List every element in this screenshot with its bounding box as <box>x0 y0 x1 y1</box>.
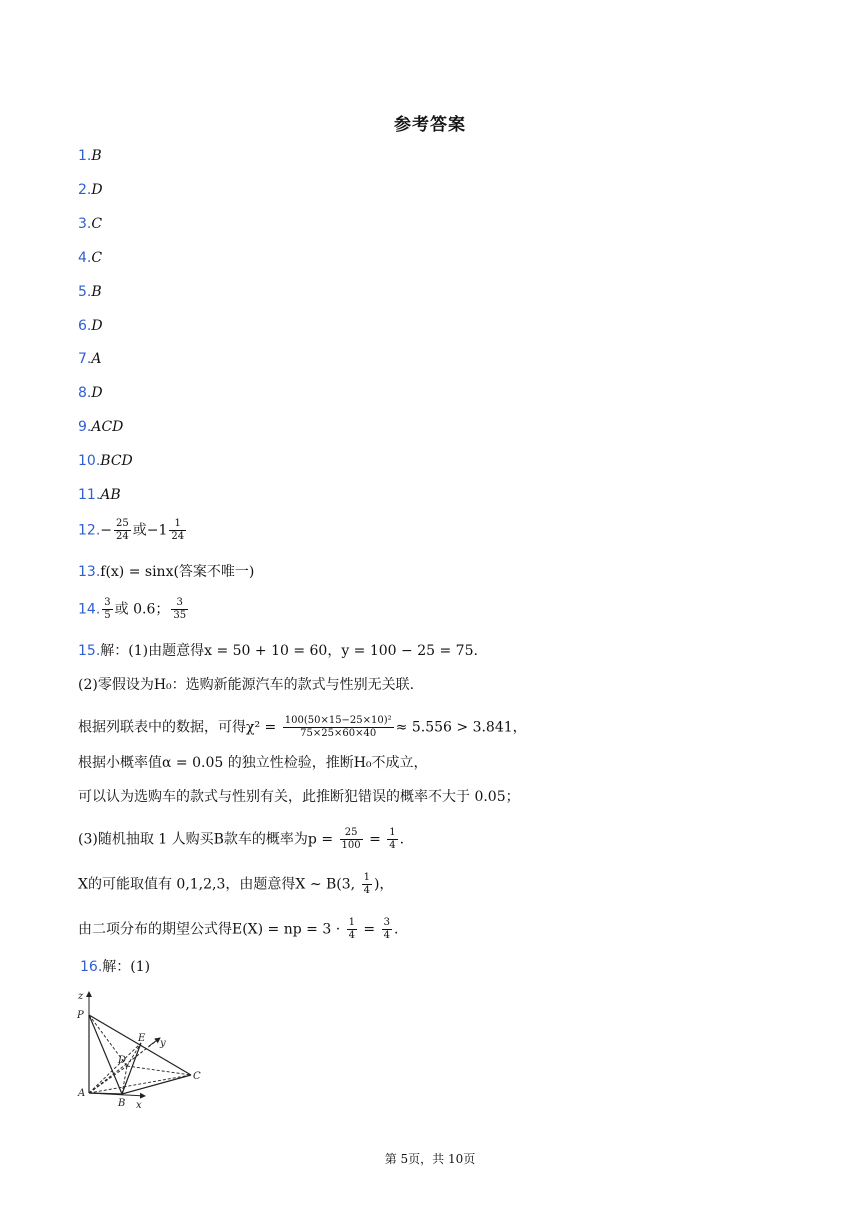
answer-6 <box>78 316 103 336</box>
numerator: 3 <box>104 597 111 608</box>
denominator: 24 <box>116 531 129 542</box>
question-number: 15. <box>78 643 101 659</box>
numerator: 1 <box>363 872 370 883</box>
answer-text: D <box>91 385 103 401</box>
fraction <box>169 518 186 543</box>
denominator: 5 <box>104 610 111 621</box>
answer-1 <box>78 146 102 166</box>
period: . <box>399 831 405 848</box>
answer-3 <box>78 214 102 234</box>
fraction <box>102 597 112 622</box>
answer-5 <box>78 282 102 302</box>
question-number: 6. <box>78 318 92 334</box>
question-number: 14. <box>78 601 101 618</box>
answer-text: AB <box>100 487 121 503</box>
numerator: 25 <box>340 827 363 840</box>
denominator: 35 <box>173 610 187 621</box>
edge-BD <box>122 1066 127 1094</box>
numerator: 1 <box>389 827 396 838</box>
fraction <box>114 518 131 543</box>
label-z: z <box>78 991 84 1002</box>
pyramid-coordinate-figure <box>75 988 210 1113</box>
answer-12 <box>78 518 188 543</box>
answer-text: D <box>91 318 103 334</box>
solution-text: )， <box>373 876 394 893</box>
question-number: 3. <box>78 216 92 232</box>
denominator: 100 <box>341 840 361 851</box>
answer-8 <box>78 383 103 403</box>
denominator: 75×25×60×40 <box>300 728 377 739</box>
answer-7 <box>78 349 101 369</box>
chi-square-fraction <box>283 715 394 740</box>
denominator: 4 <box>389 840 396 851</box>
numerator: 100(50×15−25×10)² <box>284 715 392 726</box>
minus-sign: − <box>100 522 112 539</box>
question-number: 11. <box>78 487 101 503</box>
answer-4 <box>78 248 102 268</box>
q15-line-7 <box>78 872 393 897</box>
label-y: y <box>160 1038 166 1049</box>
fraction <box>347 917 357 942</box>
solution-text: 解：(1)由题意得x = 50 + 10 = 60，y = 100 − 25 = 75. <box>100 643 478 659</box>
numerator: 3 <box>171 597 188 610</box>
numerator: 3 <box>383 917 390 928</box>
solution-text: 解：(1) <box>102 959 151 975</box>
q15-line-4: 根据小概率值α = 0.05 的独立性检验，推断H₀不成立， <box>78 755 428 771</box>
q15-line-1 <box>78 641 478 661</box>
edge-AB <box>89 1093 122 1094</box>
edge-DC <box>127 1066 191 1075</box>
mixed-whole: −1 <box>146 522 168 539</box>
fraction <box>340 827 363 852</box>
denominator: 4 <box>363 885 370 896</box>
question-number: 10. <box>78 453 101 469</box>
page-title: 参考答案 <box>394 115 466 135</box>
question-number: 8. <box>78 385 92 401</box>
question-number: 16. <box>80 959 103 975</box>
numerator: 1 <box>348 917 355 928</box>
label-D: D <box>118 1055 127 1066</box>
label-B: B <box>118 1098 126 1109</box>
q16-line-1 <box>80 957 150 977</box>
question-number: 5. <box>78 284 92 300</box>
answer-text: B <box>91 148 102 164</box>
fraction <box>362 872 372 897</box>
equals: = <box>364 831 386 848</box>
answer-2 <box>78 180 103 200</box>
label-E: E <box>138 1033 146 1044</box>
q15-line-2: (2)零假设为H₀：选购新能源汽车的款式与性别无关联. <box>78 677 415 693</box>
answer-text: 或 0.6； <box>114 601 170 618</box>
numerator: 25 <box>116 518 129 529</box>
label-C: C <box>193 1071 201 1082</box>
answer-text: C <box>91 250 103 266</box>
question-number: 7. <box>78 351 92 367</box>
page-footer: 第 5页，共 10页 <box>384 1152 476 1166</box>
solution-text: 由二项分布的期望公式得E(X) = np = 3 · <box>78 921 345 938</box>
answer-13 <box>78 562 254 582</box>
fraction <box>171 597 188 622</box>
answer-10 <box>78 451 133 471</box>
question-number: 13. <box>78 564 101 580</box>
question-number: 1. <box>78 148 92 164</box>
answer-text: f(x) = sinx(答案不唯一) <box>100 564 255 580</box>
question-number: 9. <box>78 419 92 435</box>
answer-text: B <box>91 284 102 300</box>
answer-11 <box>78 485 121 505</box>
label-x: x <box>136 1100 142 1111</box>
answer-text: A <box>91 351 102 367</box>
denominator: 24 <box>171 531 185 542</box>
answer-9 <box>78 417 123 437</box>
answer-text: D <box>91 182 103 198</box>
q15-line-3 <box>78 715 527 740</box>
y-axis-arrow <box>149 1038 160 1046</box>
question-number: 4. <box>78 250 92 266</box>
edge-BC <box>122 1075 191 1094</box>
denominator: 4 <box>348 930 355 941</box>
answer-text: C <box>91 216 103 232</box>
equals: = <box>358 921 380 938</box>
edge-AD <box>89 1066 127 1093</box>
q15-line-5: 可以认为选购车的款式与性别有关，此推断犯错误的概率不大于 0.05； <box>78 789 520 805</box>
fraction <box>387 827 397 852</box>
numerator: 1 <box>169 518 186 531</box>
solution-text: 根据列联表中的数据，可得χ² = <box>78 719 281 736</box>
denominator: 4 <box>383 930 390 941</box>
question-number: 12. <box>78 522 101 539</box>
solution-text: (3)随机抽取 1 人购买B款车的概率为p = <box>78 831 338 848</box>
solution-text: ≈ 5.556 > 3.841， <box>395 719 527 736</box>
label-P: P <box>77 1010 84 1021</box>
solution-text: X的可能取值有 0,1,2,3，由题意得X ∼ B(3, <box>78 876 360 893</box>
fraction <box>382 917 392 942</box>
question-number: 2. <box>78 182 92 198</box>
answer-text: ACD <box>91 419 124 435</box>
q15-line-8 <box>78 917 398 942</box>
answer-14 <box>78 597 190 622</box>
answer-text: BCD <box>100 453 133 469</box>
label-A: A <box>78 1088 86 1099</box>
or-text: 或 <box>132 522 147 539</box>
period: . <box>394 921 399 938</box>
q15-line-6 <box>78 827 404 852</box>
edge-AE <box>89 1043 141 1093</box>
